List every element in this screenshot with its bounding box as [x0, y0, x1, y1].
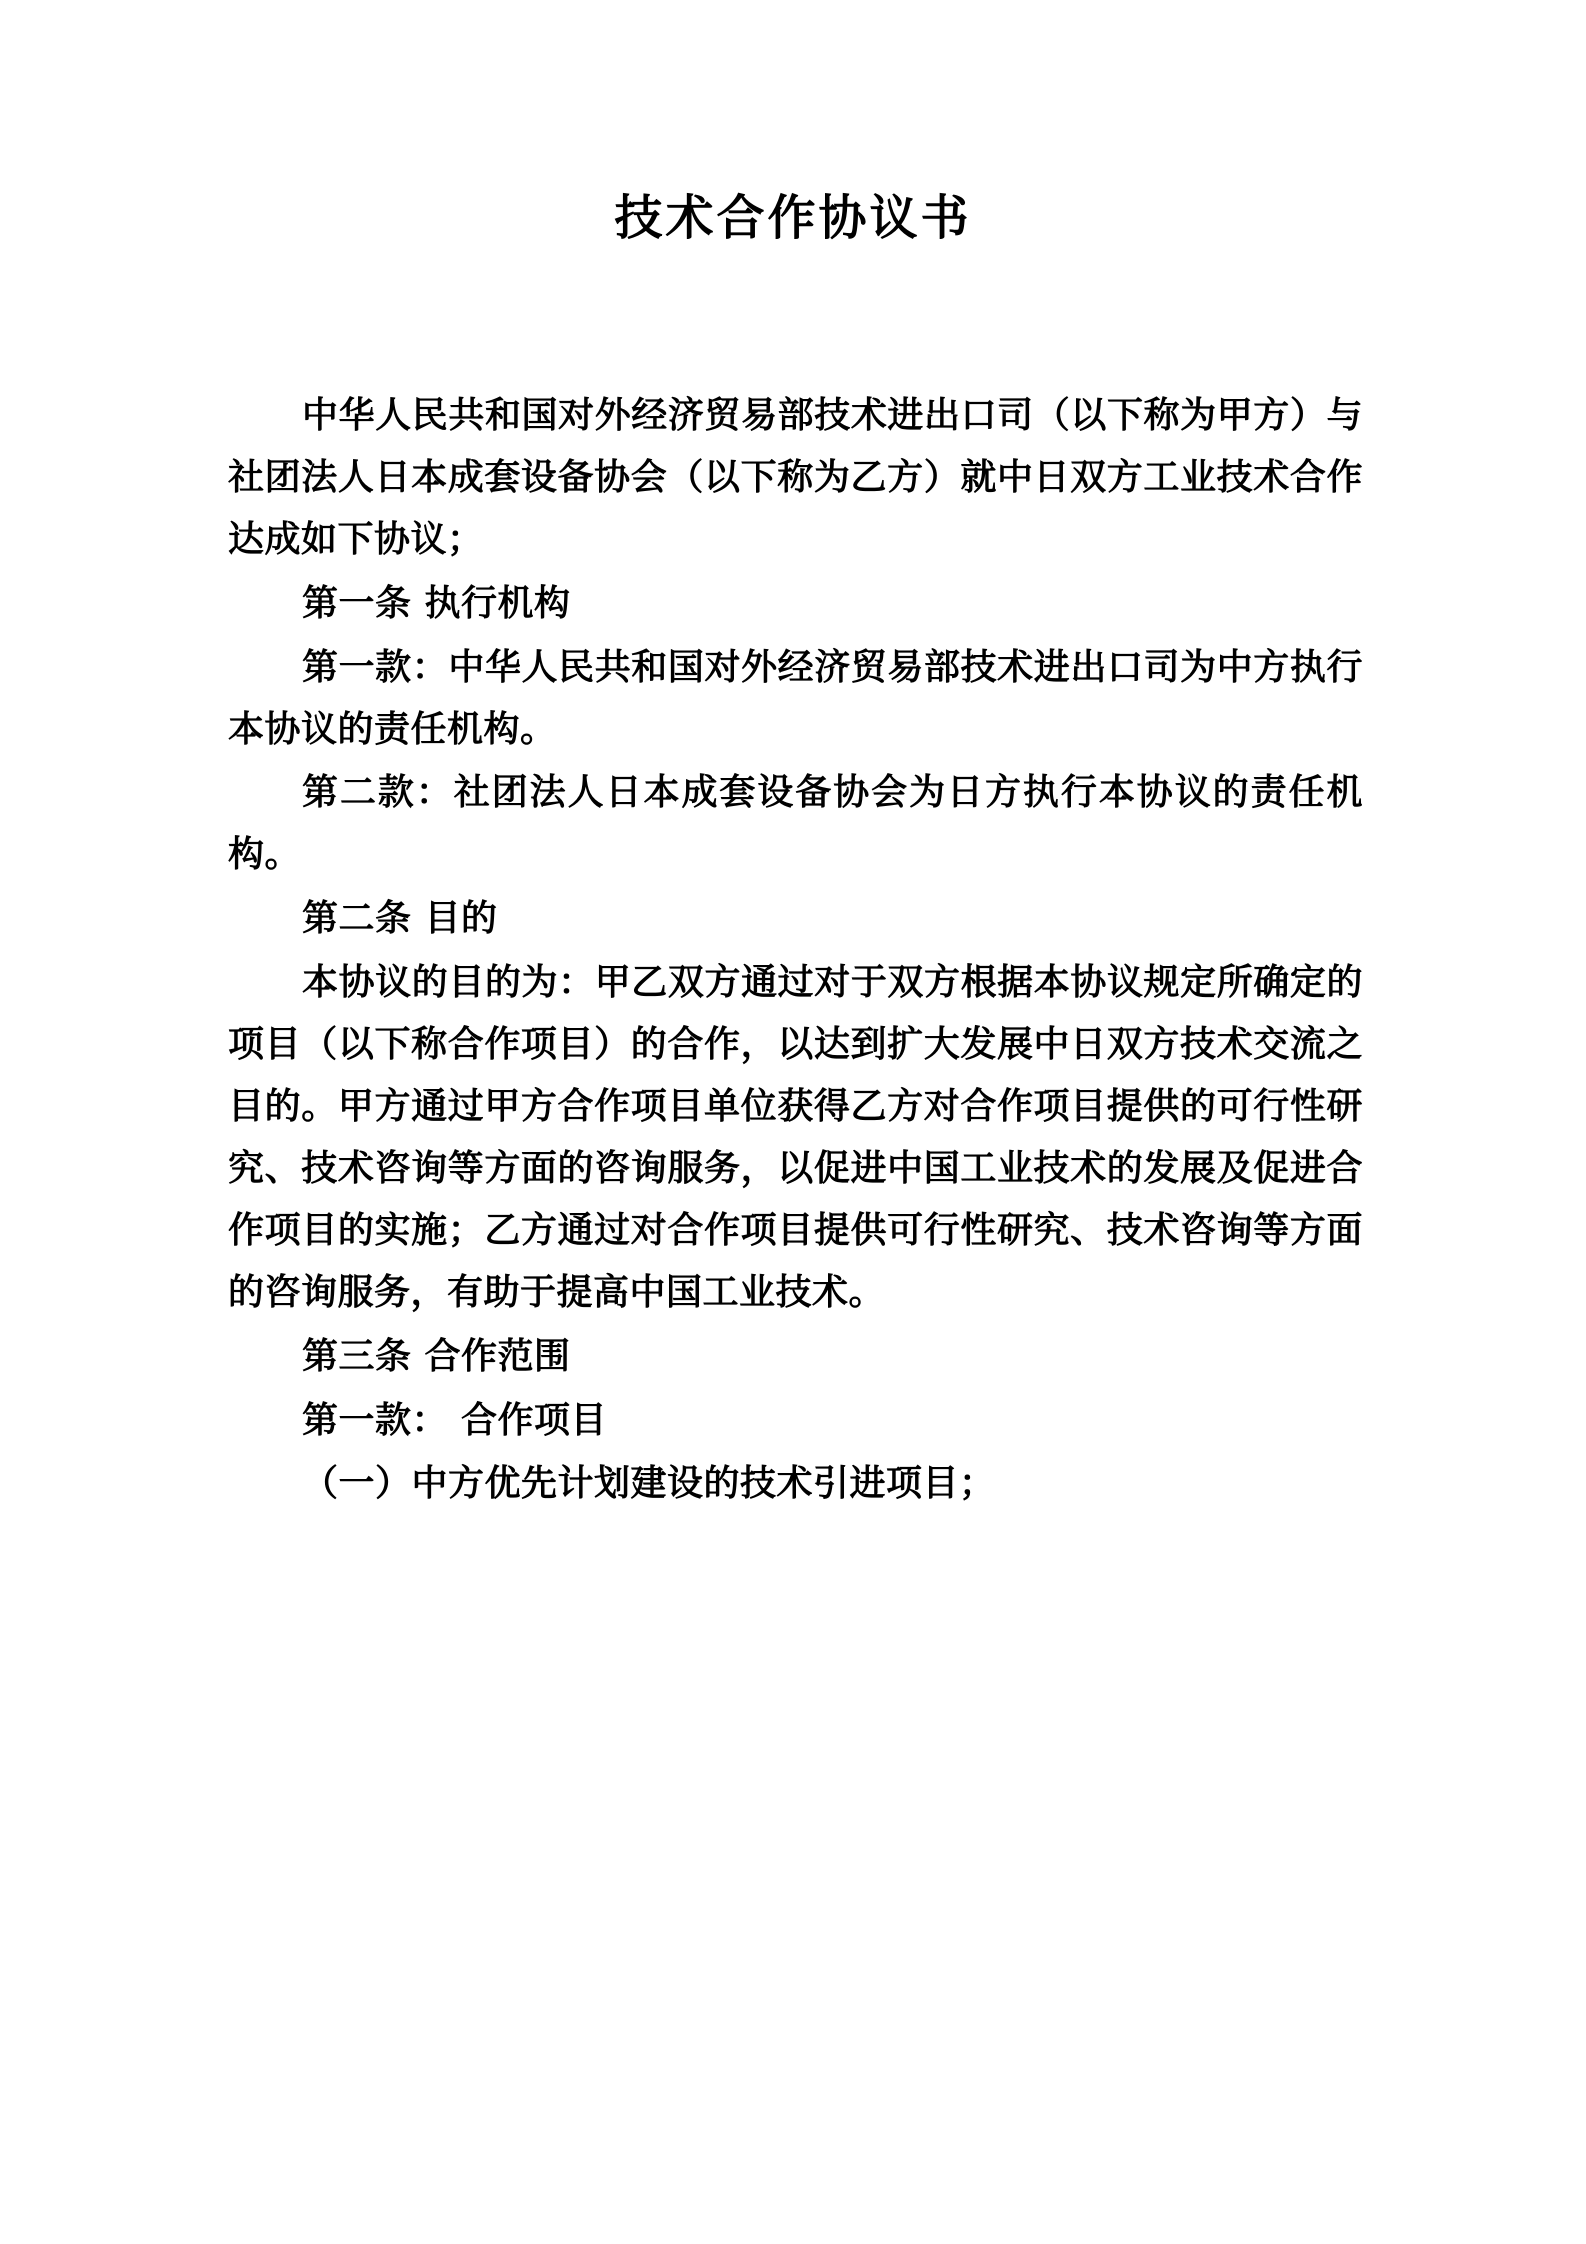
paragraph-article-2-body: 本协议的目的为：甲乙双方通过对于双方根据本协议规定所确定的项目（以下称合作项目）的合作，以达到扩大发展中日双方技术交流之目的。甲方通过甲方合作项目单位获得乙方对合作项目提供的可行性研究、技术咨询等方面的咨询服务，以促进中国工业技术的发展及促进合作项目的实施；乙方通过对合作项目提供可行性研究、技术咨询等方面的咨询服务，有助于提高中国工业技术。 — [228, 962, 1363, 1313]
heading-article-3-clause-1: 第一款： 合作项目 — [302, 1399, 608, 1441]
paragraph-article-1-clause-1: 第一款：中华人民共和国对外经济贸易部技术进出口司为中方执行本协议的责任机构。 — [228, 646, 1363, 750]
page-title: 技术合作协议书 — [614, 190, 972, 246]
heading-article-3: 第三条 合作范围 — [302, 1335, 571, 1377]
heading-article-2: 第二条 目的 — [302, 898, 498, 940]
heading-article-1: 第一条 执行机构 — [302, 582, 571, 624]
paragraph-preamble: 中华人民共和国对外经济贸易部技术进出口司（以下称为甲方）与社团法人日本成套设备协会（以下称为乙方）就中日双方工业技术合作达成如下协议； — [228, 395, 1363, 560]
paragraph-article-1-clause-2: 第二款：社团法人日本成套设备协会为日方执行本协议的责任机构。 — [228, 772, 1363, 876]
document-body — [228, 385, 1363, 1517]
paragraph-article-3-item-1: （一）中方优先计划建设的技术引进项目； — [302, 1463, 996, 1505]
